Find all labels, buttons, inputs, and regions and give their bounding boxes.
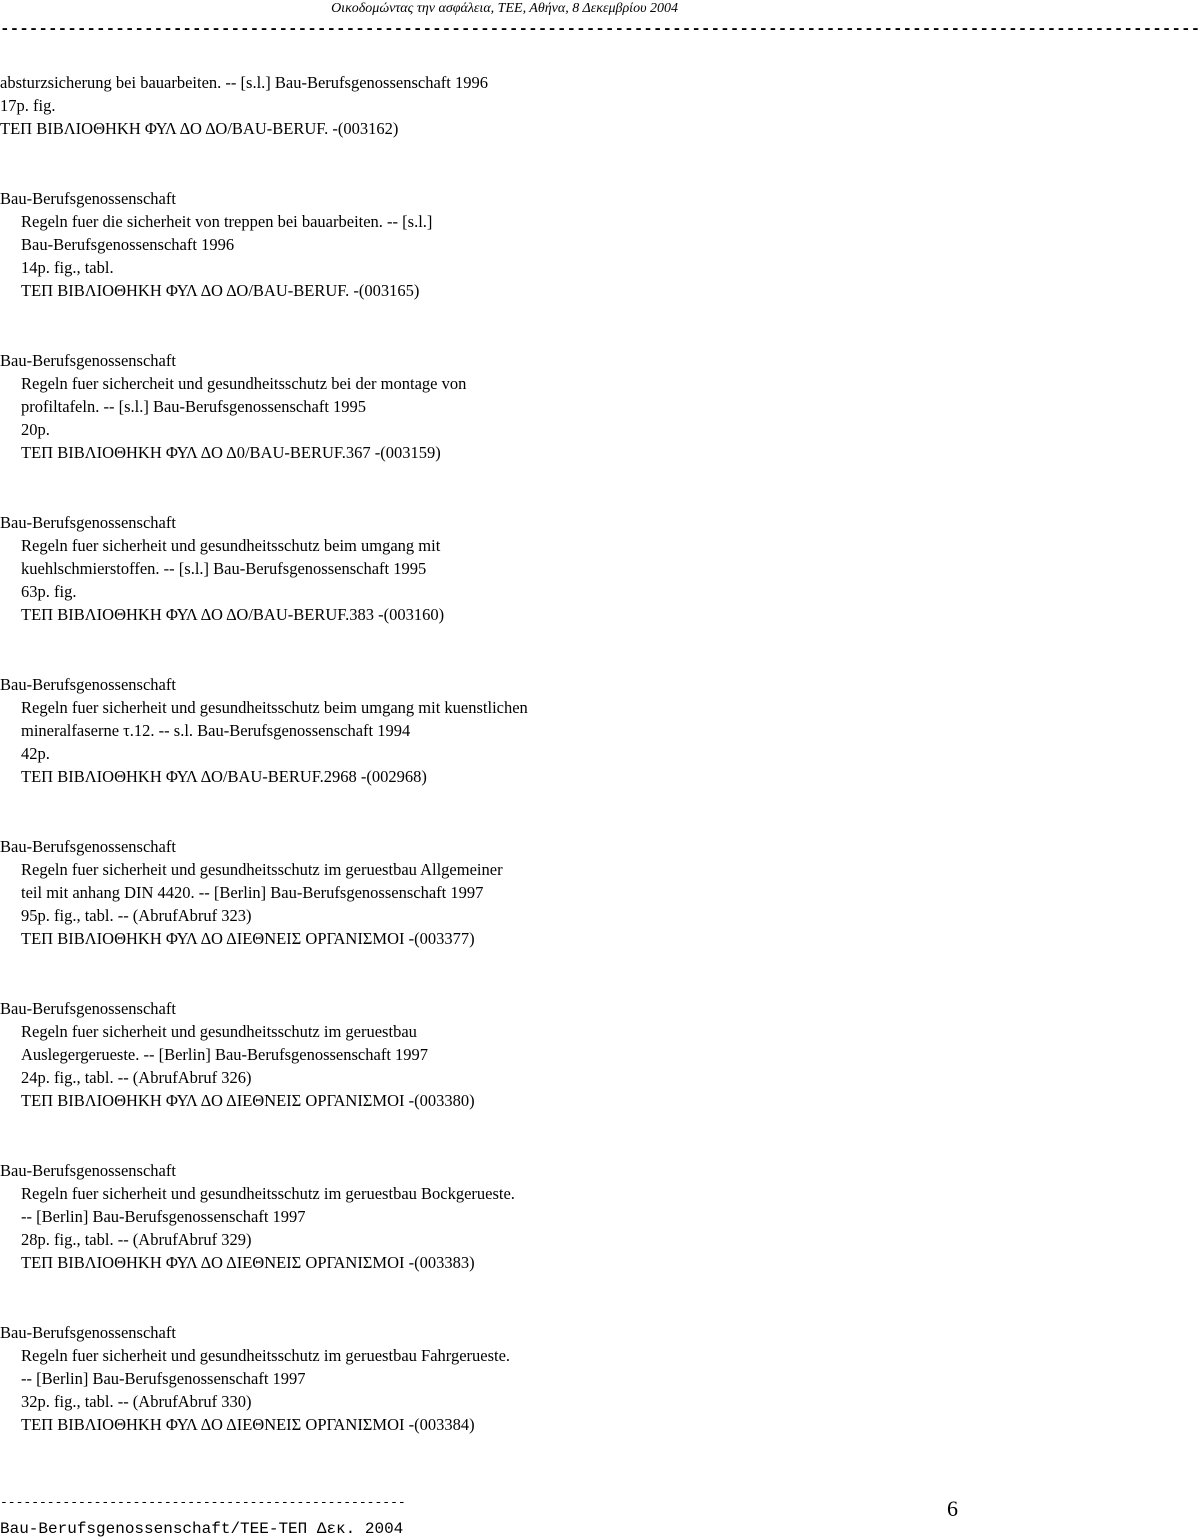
- page-header-title: Οικοδομώντας την ασφάλεια, ΤΕΕ, Αθήνα, 8 Δεκεμβρίου 2004: [331, 1, 678, 16]
- entry-author: Bau-Berufsgenossenschaft: [0, 837, 176, 856]
- entry-line: ΤΕΠ ΒΙΒΛΙΟΘΗΚΗ ΦΥΛ ΔΟ ΔΙΕΘΝΕΙΣ ΟΡΓΑΝΙΣΜΟΙ -(003383): [21, 1253, 475, 1272]
- entry-author: Bau-Berufsgenossenschaft: [0, 351, 176, 370]
- entry-line: 20p.: [21, 420, 50, 439]
- bibliography-entry: [0, 349, 960, 464]
- entry-line: Bau-Berufsgenossenschaft 1996: [21, 235, 235, 254]
- entry-line: Regeln fuer sicherheit und gesundheitsschutz im geruestbau Allgemeiner: [21, 860, 503, 879]
- entry-line: Regeln fuer sicherheit und gesundheitsschutz im geruestbau Bockgerueste.: [21, 1184, 515, 1203]
- footer-text: Bau-Berufsgenossenschaft/ΤΕΕ-ΤΕΠ Δεκ. 2004: [0, 1520, 404, 1538]
- entry-line: Regeln fuer sicherheit und gesundheitsschutz beim umgang mit kuenstlichen: [21, 698, 528, 717]
- entry-author: Bau-Berufsgenossenschaft: [0, 189, 176, 208]
- entry-line: ΤΕΠ ΒΙΒΛΙΟΘΗΚΗ ΦΥΛ ΔΟ ΔΙΕΘΝΕΙΣ ΟΡΓΑΝΙΣΜΟΙ -(003377): [21, 929, 475, 948]
- entry-line: Auslegergerueste. -- [Berlin] Bau-Berufsgenossenschaft 1997: [21, 1045, 429, 1064]
- entry-line: profiltafeln. -- [s.l.] Bau-Berufsgenossenschaft 1995: [21, 397, 367, 416]
- entry-line: 32p. fig., tabl. -- (AbrufAbruf 330): [21, 1392, 252, 1411]
- entry-author: Bau-Berufsgenossenschaft: [0, 675, 176, 694]
- entry-line: ΤΕΠ ΒΙΒΛΙΟΘΗΚΗ ΦΥΛ ΔΟ Δ0/BAU-BERUF.367 -(003159): [21, 443, 441, 462]
- entry-line: -- [Berlin] Bau-Berufsgenossenschaft 1997: [21, 1207, 306, 1226]
- entry-line: absturzsicherung bei bauarbeiten. -- [s.l.] Bau-Berufsgenossenschaft 1996: [0, 73, 488, 92]
- bibliography-entry: [0, 1321, 960, 1436]
- entry-line: kuehlschmierstoffen. -- [s.l.] Bau-Berufsgenossenschaft 1995: [21, 559, 427, 578]
- entry-line: teil mit anhang DIN 4420. -- [Berlin] Bau-Berufsgenossenschaft 1997: [21, 883, 484, 902]
- entry-line: Regeln fuer sicherheit und gesundheitsschutz beim umgang mit: [21, 536, 441, 555]
- entry-line: mineralfaserne τ.12. -- s.l. Bau-Berufsgenossenschaft 1994: [21, 721, 411, 740]
- bibliography-entry: [0, 835, 960, 950]
- entry-line: -- [Berlin] Bau-Berufsgenossenschaft 1997: [21, 1369, 306, 1388]
- entry-author: Bau-Berufsgenossenschaft: [0, 1161, 176, 1180]
- entry-author: Bau-Berufsgenossenschaft: [0, 513, 176, 532]
- entry-line: 28p. fig., tabl. -- (AbrufAbruf 329): [21, 1230, 252, 1249]
- entry-line: 42p.: [21, 744, 50, 763]
- bibliography-entry: [0, 673, 960, 788]
- entry-line: 63p. fig.: [21, 582, 77, 601]
- entry-line: ΤΕΠ ΒΙΒΛΙΟΘΗΚΗ ΦΥΛ ΔΟ ΔΟ/BAU-BERUF.383 -(003160): [21, 605, 445, 624]
- entry-author: Bau-Berufsgenossenschaft: [0, 1323, 176, 1342]
- entry-line: 24p. fig., tabl. -- (AbrufAbruf 326): [21, 1068, 252, 1087]
- entry-line: ΤΕΠ ΒΙΒΛΙΟΘΗΚΗ ΦΥΛ ΔΟ ΔΟ/BAU-BERUF. -(003162): [0, 119, 399, 138]
- entry-line: 95p. fig., tabl. -- (AbrufAbruf 323): [21, 906, 252, 925]
- bibliography-list: [0, 71, 960, 1483]
- bibliography-entry: [0, 997, 960, 1112]
- header-divider: -----------------------------------------------------------------------------------------------------------------------------: [0, 20, 1200, 38]
- bibliography-entry: [0, 511, 960, 626]
- entry-line: ΤΕΠ ΒΙΒΛΙΟΘΗΚΗ ΦΥΛ ΔΟ/BAU-BERUF.2968 -(002968): [21, 767, 427, 786]
- entry-line: 17p. fig.: [0, 96, 56, 115]
- page-number: 6: [947, 1496, 958, 1521]
- entry-line: Regeln fuer sicherheit und gesundheitsschutz im geruestbau: [21, 1022, 417, 1041]
- entry-line: Regeln fuer sichercheit und gesundheitsschutz bei der montage von: [21, 374, 467, 393]
- bibliography-entry: [0, 71, 960, 140]
- entry-author: Bau-Berufsgenossenschaft: [0, 999, 176, 1018]
- entry-line: 14p. fig., tabl.: [21, 258, 114, 277]
- entry-line: ΤΕΠ ΒΙΒΛΙΟΘΗΚΗ ΦΥΛ ΔΟ ΔΙΕΘΝΕΙΣ ΟΡΓΑΝΙΣΜΟΙ -(003384): [21, 1415, 475, 1434]
- entry-line: ΤΕΠ ΒΙΒΛΙΟΘΗΚΗ ΦΥΛ ΔΟ ΔΙΕΘΝΕΙΣ ΟΡΓΑΝΙΣΜΟΙ -(003380): [21, 1091, 475, 1110]
- footer-divider: ----------------------------------------------------: [0, 1495, 406, 1510]
- entry-line: Regeln fuer die sicherheit von treppen bei bauarbeiten. -- [s.l.]: [21, 212, 433, 231]
- bibliography-entry: [0, 1159, 960, 1274]
- bibliography-entry: [0, 187, 960, 302]
- entry-line: ΤΕΠ ΒΙΒΛΙΟΘΗΚΗ ΦΥΛ ΔΟ ΔΟ/BAU-BERUF. -(003165): [21, 281, 420, 300]
- entry-line: Regeln fuer sicherheit und gesundheitsschutz im geruestbau Fahrgerueste.: [21, 1346, 511, 1365]
